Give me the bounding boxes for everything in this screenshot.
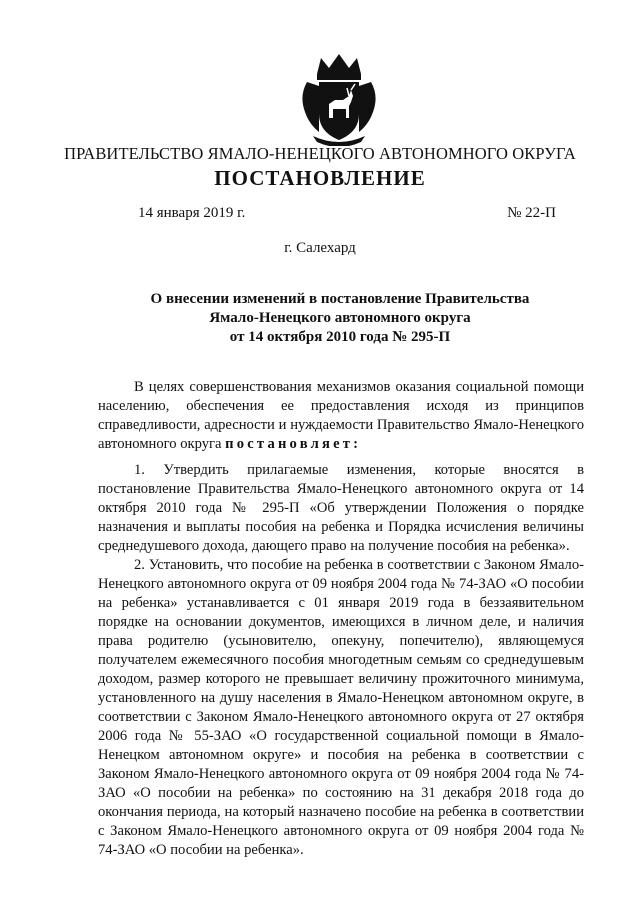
paragraph-text: 2. Установить, что пособие на ребенка в соответствии с Законом Ямало-Ненецкого автономного округа от 09 ноября 2004 года № 74-ЗАО «О пособии на ребенка» устанавливается с 01 января 2019 года в беззаявительном порядке на основании документов, имеющихся в личном деле, и наличия права родителю (усыновителю, опекуну, попечителю), являющемуся получателем ежемесячного пособия многодетным семьям со среднедушевым доходом, размер которого не превышает величину прожиточного минимума, установленного на душу населения в Ямало-Ненецком автономном округе, в соответствии с Законом Ямало-Ненецкого автономного округа от 27 октября 2006 года № 55-ЗАО «О государственной социальной помощи в Ямало-Ненецком автономном округе» и пособия на ребенка в соответствии с Законом Ямало-Ненецкого автономного округа от 09 ноября 2004 года № 74-ЗАО «О пособии на ребенка» по состоянию на 31 декабря 2018 года до окончания периода, на который назначено пособие на ребенка в соответствии с Законом Ямало-Ненецкого автономного округа от 09 ноября 2004 года № 74-ЗАО «О пособии на ребенка». [98, 557, 584, 858]
heading-line: от 14 октября 2010 года № 295-П [229, 329, 451, 345]
document-number: № 22-П [507, 205, 556, 221]
intro-text: В целях совершенствования механизмов оказания социальной помощи населению, обеспечения ее предоставления исходя из принципов справедливости, адресности и нуждаемости Правительство Ямало-Ненецкого автономного округа [98, 379, 584, 452]
paragraph-text: 1. Утвердить прилагаемые изменения, которые вносятся в постановление Правительства Ямало-Ненецкого автономного округа от 14 октября 2010 года № 295-П «Об утверждении Положения о порядке назначения и выплаты пособия на ребенка и Порядка исчисления величины среднедушевого дохода, дающего право на получение пособия на ребенка». [98, 462, 584, 554]
document-type: ПОСТАНОВЛЕНИЕ [214, 166, 426, 190]
document-city: г. Салехард [284, 240, 356, 256]
intro-paragraph [98, 378, 584, 454]
decree-word: постановляет: [225, 436, 362, 452]
heading-line: Ямало-Ненецкого автономного округа [209, 310, 471, 326]
paragraph-1 [98, 461, 584, 556]
document-date: 14 января 2019 г. [138, 205, 246, 221]
document-heading [100, 290, 580, 347]
heading-line: О внесении изменений в постановление Правительства [150, 291, 530, 307]
government-name: ПРАВИТЕЛЬСТВО ЯМАЛО-НЕНЕЦКОГО АВТОНОМНОГО ОКРУГА [64, 144, 576, 163]
paragraph-2 [98, 556, 584, 860]
coat-of-arms-emblem [295, 52, 383, 146]
